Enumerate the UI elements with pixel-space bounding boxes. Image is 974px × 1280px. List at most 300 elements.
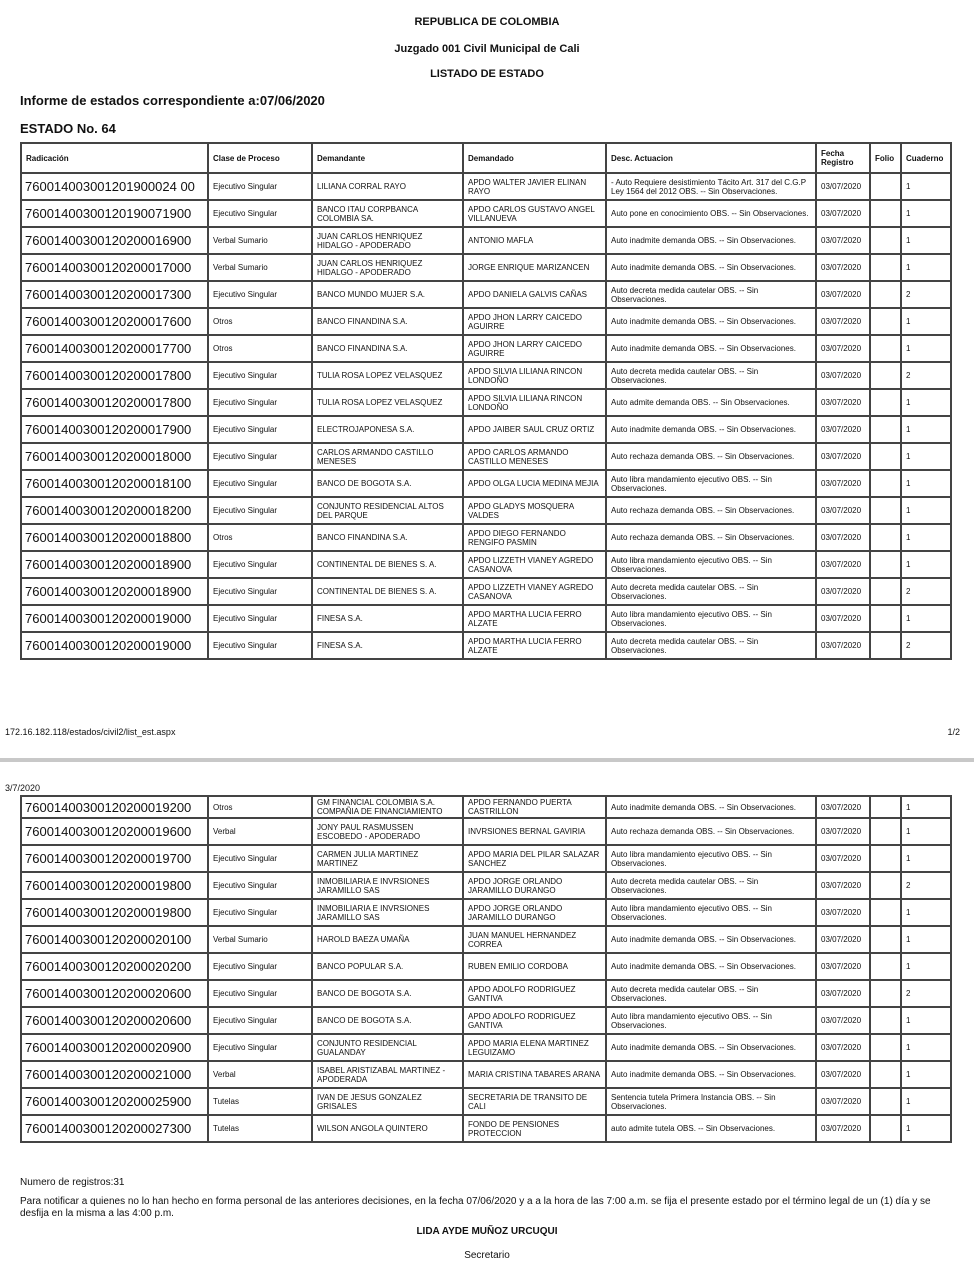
fecha-cell: 03/07/2020 bbox=[816, 926, 870, 953]
cuaderno-cell: 1 bbox=[901, 254, 951, 281]
fecha-cell: 03/07/2020 bbox=[816, 254, 870, 281]
demandado-cell: APDO JHON LARRY CAICEDO AGUIRRE bbox=[463, 308, 606, 335]
table-row bbox=[21, 605, 951, 632]
cuaderno-cell: 1 bbox=[901, 308, 951, 335]
clase-cell: Ejecutivo Singular bbox=[208, 578, 312, 605]
folio-cell bbox=[870, 899, 901, 926]
folio-cell bbox=[870, 953, 901, 980]
folio-cell bbox=[870, 605, 901, 632]
demandado-cell: APDO LIZZETH VIANEY AGREDO CASANOVA bbox=[463, 578, 606, 605]
clase-cell: Tutelas bbox=[208, 1088, 312, 1115]
actuacion-cell: Auto admite demanda OBS. -- Sin Observaciones. bbox=[606, 389, 816, 416]
actuacion-cell: Auto pone en conocimiento OBS. -- Sin Observaciones. bbox=[606, 200, 816, 227]
actuacion-cell: Auto libra mandamiento ejecutivo OBS. -- Sin Observaciones. bbox=[606, 899, 816, 926]
radicacion-cell: 76001400300120200018000 bbox=[21, 443, 208, 470]
fecha-cell: 03/07/2020 bbox=[816, 227, 870, 254]
actuacion-cell: Auto inadmite demanda OBS. -- Sin Observaciones. bbox=[606, 1034, 816, 1061]
fecha-cell: 03/07/2020 bbox=[816, 899, 870, 926]
col-header: Desc. Actuacion bbox=[606, 143, 816, 173]
folio-cell bbox=[870, 173, 901, 200]
table-row bbox=[21, 926, 951, 953]
cuaderno-cell: 1 bbox=[901, 227, 951, 254]
radicacion-cell: 76001400300120200018800 bbox=[21, 524, 208, 551]
folio-cell bbox=[870, 1088, 901, 1115]
actuacion-cell: Auto libra mandamiento ejecutivo OBS. -- Sin Observaciones. bbox=[606, 605, 816, 632]
radicacion-cell: 76001400300120200020600 bbox=[21, 1007, 208, 1034]
folio-cell bbox=[870, 926, 901, 953]
clase-cell: Ejecutivo Singular bbox=[208, 1007, 312, 1034]
folio-cell bbox=[870, 818, 901, 845]
table-row bbox=[21, 796, 951, 818]
cuaderno-cell: 2 bbox=[901, 632, 951, 659]
demandado-cell: APDO MARTHA LUCIA FERRO ALZATE bbox=[463, 632, 606, 659]
clase-cell: Ejecutivo Singular bbox=[208, 632, 312, 659]
clase-cell: Ejecutivo Singular bbox=[208, 281, 312, 308]
page-divider bbox=[0, 758, 974, 762]
folio-cell bbox=[870, 980, 901, 1007]
demandado-cell: JORGE ENRIQUE MARIZANCEN bbox=[463, 254, 606, 281]
clase-cell: Otros bbox=[208, 335, 312, 362]
cuaderno-cell: 1 bbox=[901, 524, 951, 551]
cuaderno-cell: 1 bbox=[901, 605, 951, 632]
folio-cell bbox=[870, 796, 901, 818]
demandado-cell: APDO OLGA LUCIA MEDINA MEJIA bbox=[463, 470, 606, 497]
actuacion-cell: Auto inadmite demanda OBS. -- Sin Observaciones. bbox=[606, 416, 816, 443]
actuacion-cell: - Auto Requiere desistimiento Tácito Art. 317 del C.G.P Ley 1564 del 2012 OBS. -- Sin Observaciones. bbox=[606, 173, 816, 200]
demandado-cell: APDO MARTHA LUCIA FERRO ALZATE bbox=[463, 605, 606, 632]
radicacion-cell: 76001400300120200016900 bbox=[21, 227, 208, 254]
actuacion-cell: Sentencia tutela Primera Instancia OBS. -- Sin Observaciones. bbox=[606, 1088, 816, 1115]
demandante-cell: CARLOS ARMANDO CASTILLO MENESES bbox=[312, 443, 463, 470]
cuaderno-cell: 1 bbox=[901, 389, 951, 416]
demandante-cell: BANCO FINANDINA S.A. bbox=[312, 335, 463, 362]
table-row bbox=[21, 416, 951, 443]
radicacion-cell: 76001400300120200019200 bbox=[21, 796, 208, 818]
demandante-cell: HAROLD BAEZA UMAÑA bbox=[312, 926, 463, 953]
radicacion-cell: 76001400300120200018900 bbox=[21, 551, 208, 578]
clase-cell: Ejecutivo Singular bbox=[208, 443, 312, 470]
clase-cell: Verbal bbox=[208, 1061, 312, 1088]
cuaderno-cell: 1 bbox=[901, 173, 951, 200]
clase-cell: Ejecutivo Singular bbox=[208, 416, 312, 443]
demandante-cell: JUAN CARLOS HENRIQUEZ HIDALGO - APODERADO bbox=[312, 254, 463, 281]
cuaderno-cell: 1 bbox=[901, 497, 951, 524]
table-row bbox=[21, 1061, 951, 1088]
fecha-cell: 03/07/2020 bbox=[816, 551, 870, 578]
clase-cell: Otros bbox=[208, 796, 312, 818]
folio-cell bbox=[870, 872, 901, 899]
demandante-cell: CONTINENTAL DE BIENES S. A. bbox=[312, 551, 463, 578]
fecha-cell: 03/07/2020 bbox=[816, 1007, 870, 1034]
folio-cell bbox=[870, 200, 901, 227]
clase-cell: Ejecutivo Singular bbox=[208, 200, 312, 227]
signatory-name: LIDA AYDE MUÑOZ URCUQUI bbox=[416, 1226, 558, 1237]
court-heading: Juzgado 001 Civil Municipal de Cali bbox=[394, 43, 580, 55]
fecha-cell: 03/07/2020 bbox=[816, 470, 870, 497]
demandado-cell: APDO JORGE ORLANDO JARAMILLO DURANGO bbox=[463, 899, 606, 926]
country-heading: REPUBLICA DE COLOMBIA bbox=[414, 16, 560, 28]
table-row bbox=[21, 1034, 951, 1061]
cuaderno-cell: 2 bbox=[901, 362, 951, 389]
actuacion-cell: Auto inadmite demanda OBS. -- Sin Observaciones. bbox=[606, 335, 816, 362]
clase-cell: Ejecutivo Singular bbox=[208, 605, 312, 632]
cuaderno-cell: 1 bbox=[901, 1115, 951, 1142]
folio-cell bbox=[870, 443, 901, 470]
cuaderno-cell: 2 bbox=[901, 281, 951, 308]
radicacion-cell: 76001400300120200020600 bbox=[21, 980, 208, 1007]
table-row bbox=[21, 818, 951, 845]
demandado-cell: APDO CARLOS GUSTAVO ANGEL VILLANUEVA bbox=[463, 200, 606, 227]
table-row bbox=[21, 551, 951, 578]
fecha-cell: 03/07/2020 bbox=[816, 1088, 870, 1115]
clase-cell: Ejecutivo Singular bbox=[208, 1034, 312, 1061]
demandante-cell: ELECTROJAPONESA S.A. bbox=[312, 416, 463, 443]
demandado-cell: ANTONIO MAFLA bbox=[463, 227, 606, 254]
demandante-cell: CONTINENTAL DE BIENES S. A. bbox=[312, 578, 463, 605]
actuacion-cell: Auto inadmite demanda OBS. -- Sin Observaciones. bbox=[606, 1061, 816, 1088]
clase-cell: Otros bbox=[208, 308, 312, 335]
cuaderno-cell: 2 bbox=[901, 578, 951, 605]
fecha-cell: 03/07/2020 bbox=[816, 416, 870, 443]
demandante-cell: BANCO POPULAR S.A. bbox=[312, 953, 463, 980]
demandante-cell: WILSON ANGOLA QUINTERO bbox=[312, 1115, 463, 1142]
clase-cell: Otros bbox=[208, 524, 312, 551]
table-row bbox=[21, 578, 951, 605]
table-row bbox=[21, 389, 951, 416]
demandante-cell: BANCO FINANDINA S.A. bbox=[312, 308, 463, 335]
demandado-cell: APDO MARIA DEL PILAR SALAZAR SANCHEZ bbox=[463, 845, 606, 872]
radicacion-cell: 76001400300120200018100 bbox=[21, 470, 208, 497]
col-header: Radicación bbox=[21, 143, 208, 173]
cuaderno-cell: 1 bbox=[901, 899, 951, 926]
clase-cell: Ejecutivo Singular bbox=[208, 389, 312, 416]
clase-cell: Ejecutivo Singular bbox=[208, 899, 312, 926]
radicacion-cell: 76001400300120200017300 bbox=[21, 281, 208, 308]
list-heading: LISTADO DE ESTADO bbox=[430, 68, 544, 80]
cuaderno-cell: 1 bbox=[901, 818, 951, 845]
fecha-cell: 03/07/2020 bbox=[816, 1061, 870, 1088]
folio-cell bbox=[870, 335, 901, 362]
cuaderno-cell: 2 bbox=[901, 872, 951, 899]
radicacion-cell: 76001400300120200019800 bbox=[21, 872, 208, 899]
fecha-cell: 03/07/2020 bbox=[816, 796, 870, 818]
demandante-cell: TULIA ROSA LOPEZ VELASQUEZ bbox=[312, 362, 463, 389]
estado-number: ESTADO No. 64 bbox=[20, 121, 116, 136]
fecha-cell: 03/07/2020 bbox=[816, 443, 870, 470]
table-header-row bbox=[21, 143, 951, 173]
actuacion-cell: Auto inadmite demanda OBS. -- Sin Observaciones. bbox=[606, 953, 816, 980]
table-row bbox=[21, 1115, 951, 1142]
clase-cell: Verbal bbox=[208, 818, 312, 845]
fecha-cell: 03/07/2020 bbox=[816, 872, 870, 899]
col-header: Clase de Proceso bbox=[208, 143, 312, 173]
demandado-cell: APDO DANIELA GALVIS CAÑAS bbox=[463, 281, 606, 308]
clase-cell: Ejecutivo Singular bbox=[208, 551, 312, 578]
demandado-cell: APDO WALTER JAVIER ELINAN RAYO bbox=[463, 173, 606, 200]
clase-cell: Verbal Sumario bbox=[208, 254, 312, 281]
demandado-cell: SECRETARIA DE TRANSITO DE CALI bbox=[463, 1088, 606, 1115]
actuacion-cell: Auto inadmite demanda OBS. -- Sin Observaciones. bbox=[606, 926, 816, 953]
folio-cell bbox=[870, 362, 901, 389]
demandante-cell: FINESA S.A. bbox=[312, 605, 463, 632]
table-row bbox=[21, 254, 951, 281]
demandante-cell: FINESA S.A. bbox=[312, 632, 463, 659]
fecha-cell: 03/07/2020 bbox=[816, 308, 870, 335]
demandado-cell: RUBEN EMILIO CORDOBA bbox=[463, 953, 606, 980]
record-count: Numero de registros:31 bbox=[20, 1177, 125, 1188]
radicacion-cell: 76001400300120200017000 bbox=[21, 254, 208, 281]
fecha-cell: 03/07/2020 bbox=[816, 953, 870, 980]
actuacion-cell: Auto rechaza demanda OBS. -- Sin Observaciones. bbox=[606, 524, 816, 551]
actuacion-cell: Auto inadmite demanda OBS. -- Sin Observaciones. bbox=[606, 254, 816, 281]
demandado-cell: APDO JAIBER SAUL CRUZ ORTIZ bbox=[463, 416, 606, 443]
cuaderno-cell: 1 bbox=[901, 335, 951, 362]
demandante-cell: JONY PAUL RASMUSSEN ESCOBEDO - APODERADO bbox=[312, 818, 463, 845]
cuaderno-cell: 2 bbox=[901, 980, 951, 1007]
folio-cell bbox=[870, 497, 901, 524]
radicacion-cell: 760014003001201900024 00 bbox=[21, 173, 208, 200]
page-number: 1/2 bbox=[947, 727, 960, 737]
folio-cell bbox=[870, 1034, 901, 1061]
table-row bbox=[21, 335, 951, 362]
estado-table-page1 bbox=[20, 142, 952, 660]
actuacion-cell: Auto libra mandamiento ejecutivo OBS. -- Sin Observaciones. bbox=[606, 845, 816, 872]
demandante-cell: BANCO DE BOGOTA S.A. bbox=[312, 470, 463, 497]
radicacion-cell: 76001400300120200019700 bbox=[21, 845, 208, 872]
radicacion-cell: 76001400300120200025900 bbox=[21, 1088, 208, 1115]
table-row bbox=[21, 443, 951, 470]
page-url: 172.16.182.118/estados/civil2/list_est.aspx bbox=[5, 727, 176, 737]
col-header: Demandante bbox=[312, 143, 463, 173]
folio-cell bbox=[870, 227, 901, 254]
fecha-cell: 03/07/2020 bbox=[816, 818, 870, 845]
demandante-cell: BANCO MUNDO MUJER S.A. bbox=[312, 281, 463, 308]
radicacion-cell: 76001400300120190071900 bbox=[21, 200, 208, 227]
folio-cell bbox=[870, 1115, 901, 1142]
actuacion-cell: Auto libra mandamiento ejecutivo OBS. -- Sin Observaciones. bbox=[606, 551, 816, 578]
radicacion-cell: 76001400300120200027300 bbox=[21, 1115, 208, 1142]
radicacion-cell: 76001400300120200019800 bbox=[21, 899, 208, 926]
report-title: Informe de estados correspondiente a:07/06/2020 bbox=[20, 93, 325, 108]
radicacion-cell: 76001400300120200017800 bbox=[21, 389, 208, 416]
demandado-cell: APDO ADOLFO RODRIGUEZ GANTIVA bbox=[463, 1007, 606, 1034]
cuaderno-cell: 1 bbox=[901, 200, 951, 227]
demandante-cell: TULIA ROSA LOPEZ VELASQUEZ bbox=[312, 389, 463, 416]
cuaderno-cell: 1 bbox=[901, 845, 951, 872]
radicacion-cell: 76001400300120200018900 bbox=[21, 578, 208, 605]
cuaderno-cell: 1 bbox=[901, 1061, 951, 1088]
fecha-cell: 03/07/2020 bbox=[816, 1034, 870, 1061]
demandado-cell: APDO JORGE ORLANDO JARAMILLO DURANGO bbox=[463, 872, 606, 899]
folio-cell bbox=[870, 254, 901, 281]
demandante-cell: CONJUNTO RESIDENCIAL ALTOS DEL PARQUE bbox=[312, 497, 463, 524]
folio-cell bbox=[870, 470, 901, 497]
clase-cell: Ejecutivo Singular bbox=[208, 845, 312, 872]
demandado-cell: MARIA CRISTINA TABARES ARANA bbox=[463, 1061, 606, 1088]
fecha-cell: 03/07/2020 bbox=[816, 173, 870, 200]
clase-cell: Ejecutivo Singular bbox=[208, 980, 312, 1007]
actuacion-cell: Auto decreta medida cautelar OBS. -- Sin Observaciones. bbox=[606, 980, 816, 1007]
table-row bbox=[21, 308, 951, 335]
table-row bbox=[21, 173, 951, 200]
table-row bbox=[21, 1007, 951, 1034]
fecha-cell: 03/07/2020 bbox=[816, 1115, 870, 1142]
fecha-cell: 03/07/2020 bbox=[816, 362, 870, 389]
cuaderno-cell: 1 bbox=[901, 1034, 951, 1061]
cuaderno-cell: 1 bbox=[901, 416, 951, 443]
cuaderno-cell: 1 bbox=[901, 443, 951, 470]
demandante-cell: ISABEL ARISTIZABAL MARTINEZ - APODERADA bbox=[312, 1061, 463, 1088]
fecha-cell: 03/07/2020 bbox=[816, 281, 870, 308]
demandado-cell: APDO MARIA ELENA MARTINEZ LEGUIZAMO bbox=[463, 1034, 606, 1061]
clase-cell: Verbal Sumario bbox=[208, 926, 312, 953]
actuacion-cell: Auto libra mandamiento ejecutivo OBS. -- Sin Observaciones. bbox=[606, 1007, 816, 1034]
col-header: Fecha Registro bbox=[816, 143, 870, 173]
actuacion-cell: Auto decreta medida cautelar OBS. -- Sin Observaciones. bbox=[606, 578, 816, 605]
actuacion-cell: Auto decreta medida cautelar OBS. -- Sin Observaciones. bbox=[606, 281, 816, 308]
folio-cell bbox=[870, 281, 901, 308]
table-row bbox=[21, 845, 951, 872]
folio-cell bbox=[870, 578, 901, 605]
signatory-role: Secretario bbox=[464, 1250, 510, 1261]
demandante-cell: INMOBILIARIA E INVRSIONES JARAMILLO SAS bbox=[312, 899, 463, 926]
demandante-cell: BANCO DE BOGOTA S.A. bbox=[312, 980, 463, 1007]
demandado-cell: JUAN MANUEL HERNANDEZ CORREA bbox=[463, 926, 606, 953]
actuacion-cell: Auto libra mandamiento ejecutivo OBS. -- Sin Observaciones. bbox=[606, 470, 816, 497]
folio-cell bbox=[870, 845, 901, 872]
radicacion-cell: 76001400300120200019000 bbox=[21, 632, 208, 659]
cuaderno-cell: 1 bbox=[901, 1007, 951, 1034]
demandado-cell: APDO ADOLFO RODRIGUEZ GANTIVA bbox=[463, 980, 606, 1007]
actuacion-cell: Auto decreta medida cautelar OBS. -- Sin Observaciones. bbox=[606, 872, 816, 899]
actuacion-cell: Auto rechaza demanda OBS. -- Sin Observaciones. bbox=[606, 818, 816, 845]
radicacion-cell: 76001400300120200019600 bbox=[21, 818, 208, 845]
fecha-cell: 03/07/2020 bbox=[816, 578, 870, 605]
table-row bbox=[21, 470, 951, 497]
fecha-cell: 03/07/2020 bbox=[816, 980, 870, 1007]
table-row bbox=[21, 953, 951, 980]
demandado-cell: APDO DIEGO FERNANDO RENGIFO PASMIN bbox=[463, 524, 606, 551]
table-row bbox=[21, 227, 951, 254]
folio-cell bbox=[870, 551, 901, 578]
demandado-cell: APDO FERNANDO PUERTA CASTRILLON bbox=[463, 796, 606, 818]
radicacion-cell: 76001400300120200017900 bbox=[21, 416, 208, 443]
fecha-cell: 03/07/2020 bbox=[816, 605, 870, 632]
table-row bbox=[21, 281, 951, 308]
actuacion-cell: Auto inadmite demanda OBS. -- Sin Observaciones. bbox=[606, 227, 816, 254]
folio-cell bbox=[870, 1007, 901, 1034]
table-body bbox=[21, 796, 951, 1142]
clase-cell: Verbal Sumario bbox=[208, 227, 312, 254]
radicacion-cell: 76001400300120200017600 bbox=[21, 308, 208, 335]
table-row bbox=[21, 899, 951, 926]
actuacion-cell: Auto rechaza demanda OBS. -- Sin Observaciones. bbox=[606, 443, 816, 470]
demandado-cell: INVRSIONES BERNAL GAVIRIA bbox=[463, 818, 606, 845]
demandado-cell: APDO SILVIA LILIANA RINCON LONDOÑO bbox=[463, 362, 606, 389]
table-body bbox=[21, 173, 951, 659]
actuacion-cell: Auto rechaza demanda OBS. -- Sin Observaciones. bbox=[606, 497, 816, 524]
clase-cell: Ejecutivo Singular bbox=[208, 953, 312, 980]
demandante-cell: JUAN CARLOS HENRIQUEZ HIDALGO - APODERADO bbox=[312, 227, 463, 254]
demandado-cell: FONDO DE PENSIONES PROTECCION bbox=[463, 1115, 606, 1142]
actuacion-cell: Auto inadmite demanda OBS. -- Sin Observaciones. bbox=[606, 796, 816, 818]
demandante-cell: INMOBILIARIA E INVRSIONES JARAMILLO SAS bbox=[312, 872, 463, 899]
folio-cell bbox=[870, 416, 901, 443]
folio-cell bbox=[870, 524, 901, 551]
radicacion-cell: 76001400300120200020900 bbox=[21, 1034, 208, 1061]
demandado-cell: APDO CARLOS ARMANDO CASTILLO MENESES bbox=[463, 443, 606, 470]
radicacion-cell: 76001400300120200017800 bbox=[21, 362, 208, 389]
notification-text: Para notificar a quienes no lo han hecho en forma personal de las anteriores decisiones, en la fecha 07/06/2020 y a a la hora de las 7:00 a.m. se fija el presente estado por el término legal de un (1) día y se desfija en la misma a las 4:00 p.m. bbox=[20, 1196, 931, 1219]
table-row bbox=[21, 1088, 951, 1115]
folio-cell bbox=[870, 632, 901, 659]
clase-cell: Tutelas bbox=[208, 1115, 312, 1142]
actuacion-cell: Auto decreta medida cautelar OBS. -- Sin Observaciones. bbox=[606, 362, 816, 389]
folio-cell bbox=[870, 308, 901, 335]
estado-table-page2 bbox=[20, 795, 952, 1143]
demandante-cell: BANCO FINANDINA S.A. bbox=[312, 524, 463, 551]
demandado-cell: APDO GLADYS MOSQUERA VALDES bbox=[463, 497, 606, 524]
table-row bbox=[21, 200, 951, 227]
fecha-cell: 03/07/2020 bbox=[816, 389, 870, 416]
demandante-cell: IVAN DE JESUS GONZALEZ GRISALES bbox=[312, 1088, 463, 1115]
actuacion-cell: Auto inadmite demanda OBS. -- Sin Observaciones. bbox=[606, 308, 816, 335]
cuaderno-cell: 1 bbox=[901, 926, 951, 953]
folio-cell bbox=[870, 1061, 901, 1088]
fecha-cell: 03/07/2020 bbox=[816, 524, 870, 551]
demandante-cell: CONJUNTO RESIDENCIAL GUALANDAY bbox=[312, 1034, 463, 1061]
demandante-cell: BANCO DE BOGOTA S.A. bbox=[312, 1007, 463, 1034]
cuaderno-cell: 1 bbox=[901, 1088, 951, 1115]
cuaderno-cell: 1 bbox=[901, 796, 951, 818]
cuaderno-cell: 1 bbox=[901, 470, 951, 497]
col-header: Folio bbox=[870, 143, 901, 173]
fecha-cell: 03/07/2020 bbox=[816, 335, 870, 362]
clase-cell: Ejecutivo Singular bbox=[208, 470, 312, 497]
radicacion-cell: 76001400300120200020200 bbox=[21, 953, 208, 980]
fecha-cell: 03/07/2020 bbox=[816, 632, 870, 659]
cuaderno-cell: 1 bbox=[901, 953, 951, 980]
folio-cell bbox=[870, 389, 901, 416]
actuacion-cell: auto admite tutela OBS. -- Sin Observaciones. bbox=[606, 1115, 816, 1142]
fecha-cell: 03/07/2020 bbox=[816, 200, 870, 227]
fecha-cell: 03/07/2020 bbox=[816, 845, 870, 872]
clase-cell: Ejecutivo Singular bbox=[208, 362, 312, 389]
table-row bbox=[21, 524, 951, 551]
clase-cell: Ejecutivo Singular bbox=[208, 173, 312, 200]
fecha-cell: 03/07/2020 bbox=[816, 497, 870, 524]
radicacion-cell: 76001400300120200020100 bbox=[21, 926, 208, 953]
cuaderno-cell: 1 bbox=[901, 551, 951, 578]
col-header: Cuaderno bbox=[901, 143, 951, 173]
demandado-cell: APDO SILVIA LILIANA RINCON LONDOÑO bbox=[463, 389, 606, 416]
page2-date: 3/7/2020 bbox=[5, 783, 41, 793]
table-row bbox=[21, 980, 951, 1007]
actuacion-cell: Auto decreta medida cautelar OBS. -- Sin Observaciones. bbox=[606, 632, 816, 659]
radicacion-cell: 76001400300120200018200 bbox=[21, 497, 208, 524]
table-row bbox=[21, 362, 951, 389]
col-header: Demandado bbox=[463, 143, 606, 173]
demandante-cell: BANCO ITAU CORPBANCA COLOMBIA SA. bbox=[312, 200, 463, 227]
demandado-cell: APDO JHON LARRY CAICEDO AGUIRRE bbox=[463, 335, 606, 362]
demandante-cell: GM FINANCIAL COLOMBIA S.A. COMPAÑIA DE FINANCIAMIENTO bbox=[312, 796, 463, 818]
clase-cell: Ejecutivo Singular bbox=[208, 497, 312, 524]
table-row bbox=[21, 872, 951, 899]
demandado-cell: APDO LIZZETH VIANEY AGREDO CASANOVA bbox=[463, 551, 606, 578]
demandante-cell: CARMEN JULIA MARTINEZ MARTINEZ bbox=[312, 845, 463, 872]
radicacion-cell: 76001400300120200021000 bbox=[21, 1061, 208, 1088]
clase-cell: Ejecutivo Singular bbox=[208, 872, 312, 899]
